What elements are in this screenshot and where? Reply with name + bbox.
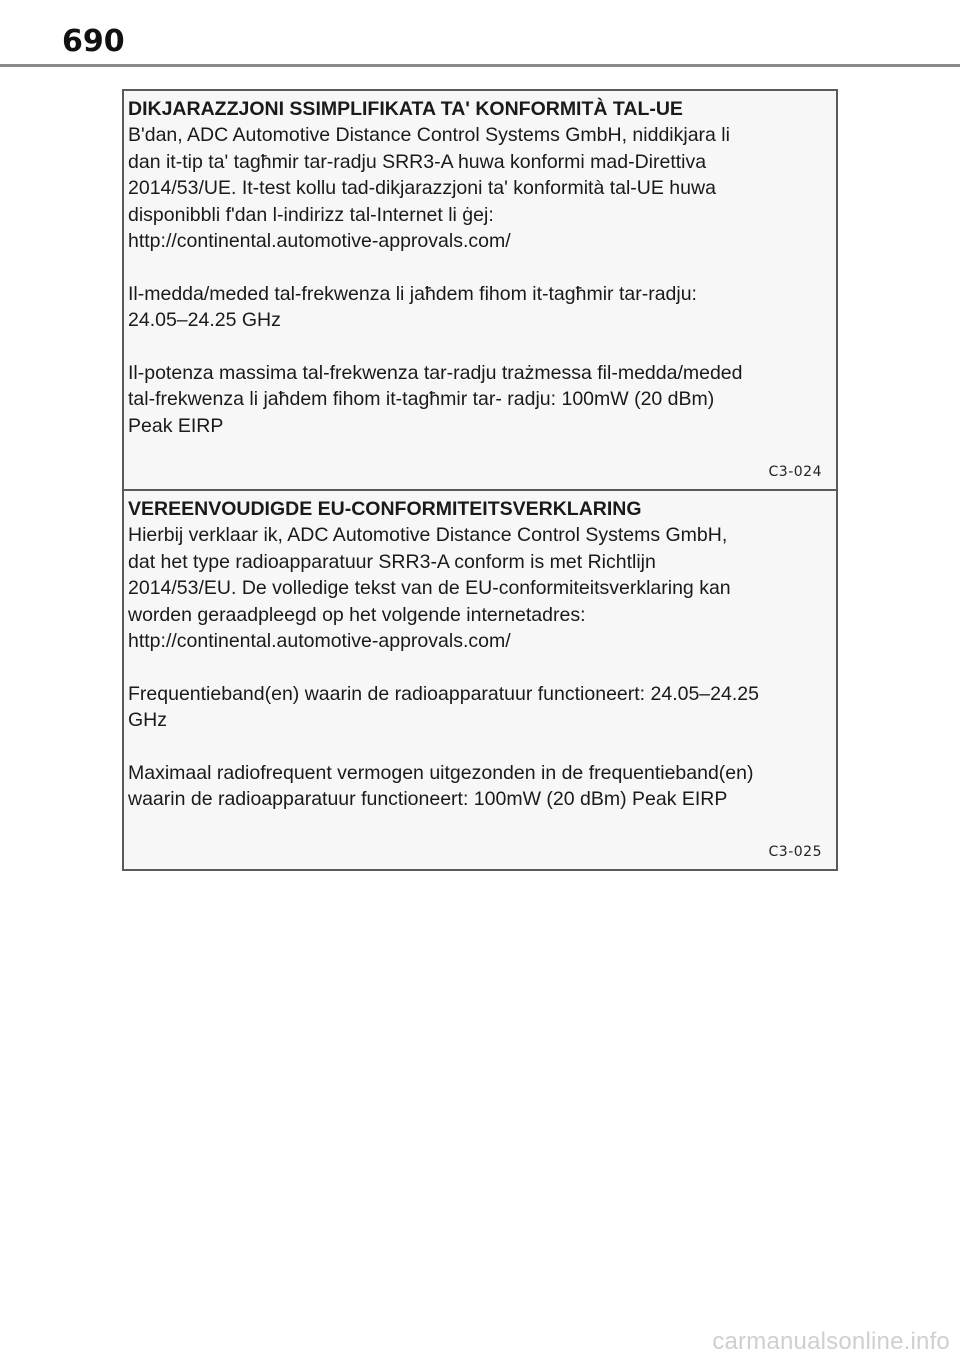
header-divider [0,64,960,67]
declaration-box [122,89,838,871]
declaration-section-dutch [124,489,836,869]
section-title: DIKJARAZZJONI SSIMPLIFIKATA TA' KONFORMITÀ TAL-UE [128,98,683,120]
declaration-paragraph: Hierbij verklaar ik, ADC Automotive Distance Control Systems GmbH, dat het type radioapparatuur SRR3-A conform is met Richtlijn 2014/53/EU. De volledige tekst van de EU-conformiteitsverklaring kan worden geraadpleegd op het volgende internetadres: http://continental.automotive-approvals.com/ [128,524,731,652]
power-paragraph: Il-potenza massima tal-frekwenza tar-radju trażmessa fil-medda/meded tal-frekwenza li jaħdem fihom it-tagħmir tar- radju: 100mW (20 dBm) Peak EIRP [128,361,743,437]
declaration-paragraph: B'dan, ADC Automotive Distance Control Systems GmbH, niddikjara li dan it-tip ta' tagħmir tar-radju SRR3-A huwa konformi mad-Direttiva 2014/53/UE. It-test kollu tad-dikjarazzjoni ta' konformità tal-UE huwa disponibbli f'dan l-indirizz tal-Internet li ġej: http://continental.automotive-approvals.com/ [128,124,730,252]
power-paragraph: Maximaal radiofrequent vermogen uitgezonden in de frequentieband(en) waarin de radioapparatuur functioneert: 100mW (20 dBm) Peak EIRP [128,761,754,810]
frequency-paragraph: Il-medda/meded tal-frekwenza li jaħdem fihom it-tagħmir tar-radju: 24.05–24.25 GHz [128,282,697,331]
watermark: carmanualsonline.info [712,1328,950,1355]
frequency-paragraph: Frequentieband(en) waarin de radioapparatuur functioneert: 24.05–24.25 GHz [128,682,759,731]
declaration-section-maltese [124,91,836,489]
section-title: VEREENVOUDIGDE EU-CONFORMITEITSVERKLARING [128,498,642,520]
page-number: 690 [62,24,125,59]
section-code: C3-024 [768,464,822,480]
section-code: C3-025 [768,844,822,860]
